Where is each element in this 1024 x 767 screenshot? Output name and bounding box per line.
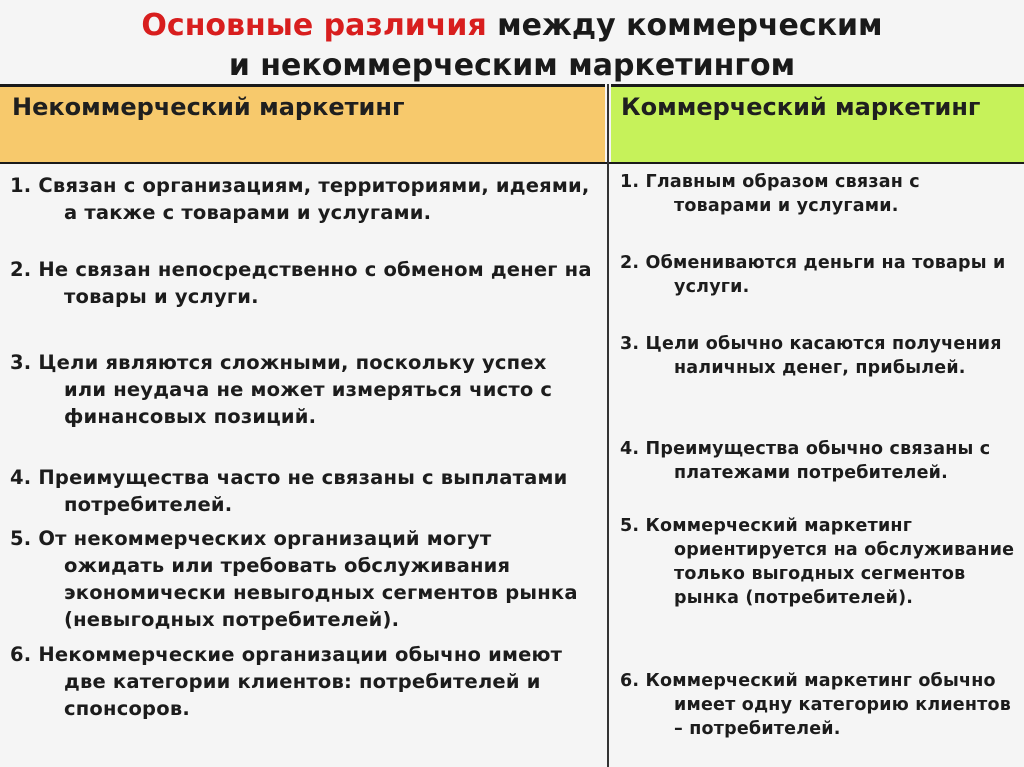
noncommercial-item-6 bbox=[10, 641, 595, 722]
column-divider bbox=[607, 84, 609, 767]
item-text: Преимущества часто не связаны с выплатами потребителей. bbox=[38, 466, 568, 516]
item-text: Обмениваются деньги на товары и услуги. bbox=[645, 253, 1006, 297]
item-text: Коммерческий маркетинг обычно имеет одну категорию клиентов – потребителей. bbox=[645, 671, 1012, 739]
item-text: Некоммерческие организации обычно имеют две категории клиентов: потребителей и спонсоров. bbox=[38, 643, 563, 720]
item-text: От некоммерческих организаций могут ожидать или требовать обслуживания экономически невыгодных сегментов рынка (невыгодных потребителей). bbox=[38, 527, 578, 631]
noncommercial-item-5 bbox=[10, 525, 595, 633]
commercial-item-4 bbox=[620, 437, 1018, 485]
comparison-table bbox=[0, 84, 1024, 767]
item-text: Преимущества обычно связаны с платежами потребителей. bbox=[645, 439, 991, 483]
item-number: 2. bbox=[10, 258, 32, 281]
item-text: Коммерческий маркетинг ориентируется на обслуживание только выгодных сегментов рынка (потребителей). bbox=[645, 516, 1015, 608]
item-number: 6. bbox=[620, 671, 640, 691]
item-number: 4. bbox=[620, 439, 640, 459]
item-text: Связан с организациям, территориями, идеями, а также с товарами и услугами. bbox=[38, 174, 590, 224]
noncommercial-item-4 bbox=[10, 464, 595, 518]
commercial-item-5 bbox=[620, 514, 1018, 610]
item-number: 1. bbox=[10, 174, 32, 197]
item-number: 3. bbox=[620, 334, 640, 354]
noncommercial-item-1 bbox=[10, 172, 595, 226]
header-commercial-label: Коммерческий маркетинг bbox=[621, 93, 981, 121]
header-commercial bbox=[611, 84, 1024, 162]
item-number: 1. bbox=[620, 172, 640, 192]
commercial-item-1 bbox=[620, 170, 1018, 218]
item-text: Главным образом связан с товарами и услугами. bbox=[645, 172, 920, 216]
item-text: Цели являются сложными, поскольку успех или неудача не может измеряться чисто с финансовых позиций. bbox=[38, 351, 553, 428]
header-noncommercial bbox=[0, 84, 605, 162]
title-line2: и некоммерческим маркетингом bbox=[228, 48, 796, 83]
title-accent: Основные различия bbox=[141, 8, 487, 43]
item-text: Цели обычно касаются получения наличных денег, прибылей. bbox=[645, 334, 1002, 378]
header-divider bbox=[0, 162, 1024, 164]
noncommercial-item-2 bbox=[10, 256, 595, 310]
item-number: 5. bbox=[620, 516, 640, 536]
item-number: 4. bbox=[10, 466, 32, 489]
item-number: 6. bbox=[10, 643, 32, 666]
noncommercial-item-3 bbox=[10, 349, 595, 430]
title-rest: между коммерческим bbox=[497, 8, 883, 43]
slide-title bbox=[0, 6, 1024, 86]
item-number: 2. bbox=[620, 253, 640, 273]
commercial-item-6 bbox=[620, 669, 1018, 741]
header-noncommercial-label: Некоммерческий маркетинг bbox=[12, 93, 405, 121]
item-number: 5. bbox=[10, 527, 32, 550]
commercial-item-2 bbox=[620, 251, 1018, 299]
item-number: 3. bbox=[10, 351, 32, 374]
item-text: Не связан непосредственно с обменом денег на товары и услуги. bbox=[38, 258, 592, 308]
commercial-item-3 bbox=[620, 332, 1018, 380]
